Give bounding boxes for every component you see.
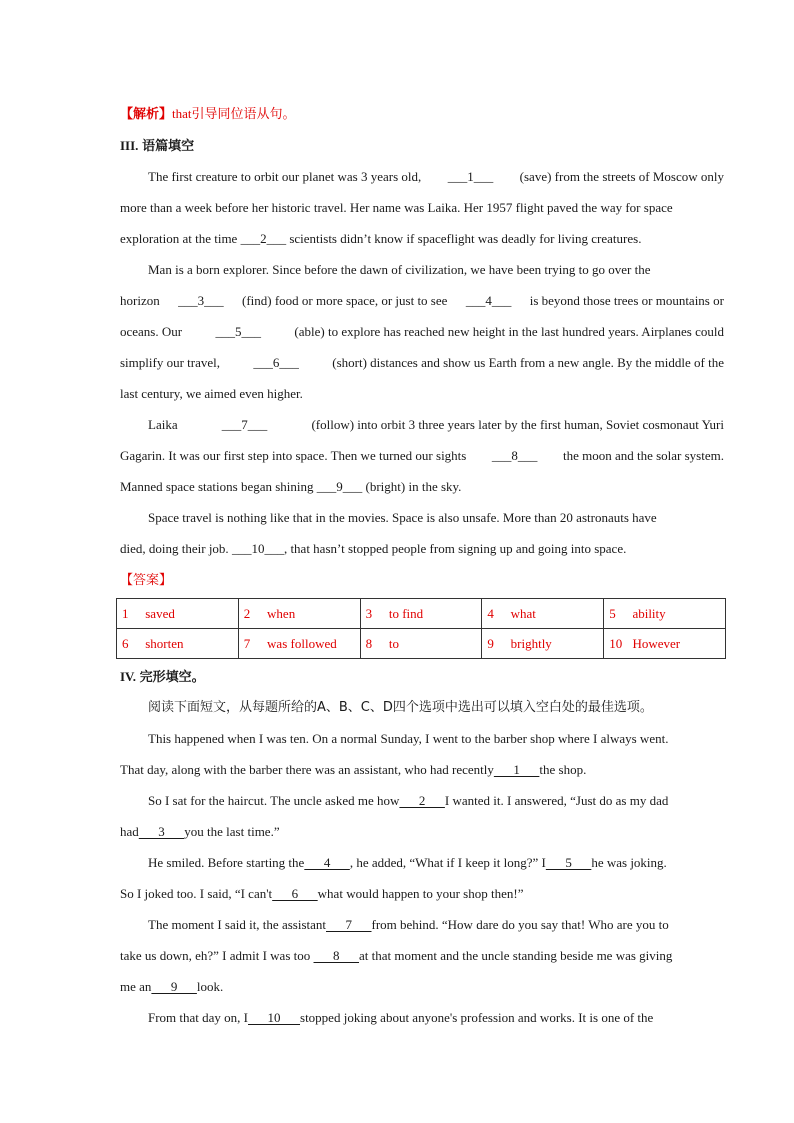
s4-p3-line-1: [120, 847, 724, 878]
answer-number: 9: [487, 635, 494, 651]
answer-tag: 【答案】: [120, 573, 173, 588]
text-segment: from behind. “How dare do you say that! Who are you to: [371, 917, 669, 932]
text-segment: Gagarin. It was our first step into space. Then we turned our sights: [120, 448, 467, 463]
answer-value: to find: [388, 605, 424, 621]
answer-number: 2: [243, 605, 251, 621]
answer-cell: [360, 599, 482, 629]
s4-p4-line-2: [120, 940, 724, 971]
blank-2: 2: [399, 793, 445, 808]
answer-number: 7: [243, 635, 251, 651]
text-segment: me an: [120, 979, 152, 994]
answer-cell: [117, 599, 239, 629]
blank-10: 10: [248, 1010, 301, 1025]
s4-p4-line-1: [120, 909, 724, 940]
section-4-heading: [120, 661, 724, 692]
answer-cell: [604, 629, 726, 659]
s3-p2-line-1: [120, 254, 724, 285]
blank-1: ___1___: [447, 169, 494, 184]
answer-number: 8: [365, 635, 373, 651]
text-segment: the shop.: [539, 762, 587, 777]
text-segment: more than a week before her historic travel. Her name was Laika. Her 1957 flight paved the way for space: [120, 200, 673, 215]
blank-2: ___2___: [240, 231, 287, 246]
text-segment: He smiled. Before starting the: [148, 855, 305, 870]
text-segment: (find) food or more space, or just to see: [242, 293, 448, 308]
blank-4: 4: [304, 855, 350, 870]
blank-7: ___7___: [221, 417, 268, 432]
text-segment: scientists didn’t know if spaceflight was deadly for living creatures.: [289, 231, 642, 246]
s3-p2-line-2: [120, 285, 724, 316]
answer-value: ability: [632, 605, 666, 621]
text-segment: Space travel is nothing like that in the movies. Space is also unsafe. More than 20 astronauts have: [148, 510, 657, 525]
analysis-tag: 【解析】: [120, 107, 173, 122]
answer-cell: [238, 599, 360, 629]
text-segment: The moment I said it, the assistant: [148, 917, 326, 932]
text-segment: stopped joking about anyone's profession and works. It is one of the: [300, 1010, 654, 1025]
blank-6: ___6___: [253, 355, 299, 370]
blank-1: 1: [493, 762, 540, 777]
answer-value: saved: [145, 605, 175, 621]
blank-3: 3: [138, 824, 185, 839]
table-row: [117, 629, 726, 659]
s4-instruction: 阅读下面短文，从每题所给的A、B、C、D四个选项中选出可以填入空白处的最佳选项。: [148, 700, 653, 715]
s3-p2-line-5: [120, 378, 724, 409]
text-segment: take us down, eh?” I admit I was too: [120, 948, 311, 963]
text-segment: Man is a born explorer. Since before the dawn of civilization, we have been trying to go over the: [148, 262, 651, 277]
answer-number: 4: [487, 605, 494, 621]
blank-8: ___8___: [491, 448, 538, 463]
s3-p1-line-3: [120, 223, 724, 254]
text-segment: what would happen to your shop then!”: [317, 886, 524, 901]
text-segment: Manned space stations began shining: [120, 479, 314, 494]
text-segment: last century, we aimed even higher.: [120, 386, 303, 401]
analysis-line: [120, 98, 724, 130]
text-segment: That day, along with the barber there was an assistant, who had recently: [120, 762, 494, 777]
text-segment: Laika: [148, 417, 178, 432]
section-4-title: 完形填空。: [139, 669, 205, 684]
text-segment: the moon and the solar system.: [562, 448, 724, 463]
s4-p2-line-2: [120, 816, 724, 847]
blank-4: ___4___: [465, 293, 512, 308]
text-segment: simplify our travel,: [120, 355, 221, 370]
answer-line: [120, 564, 724, 596]
blank-5: 5: [545, 855, 592, 870]
answer-table: [116, 598, 726, 659]
text-segment: you the last time.”: [184, 824, 280, 839]
text-segment: at that moment and the uncle standing beside me was giving: [359, 948, 673, 963]
text-segment: horizon: [120, 293, 160, 308]
s4-p2-line-1: [120, 785, 724, 816]
blank-8: 8: [313, 948, 360, 963]
s3-p3-line-3: [120, 471, 724, 502]
s4-p1-line-2: [120, 754, 724, 785]
text-segment: (able) to explore has reached new height in the last hundred years. Airplanes could: [294, 324, 724, 339]
text-segment: I wanted it. I answered, “Just do as my dad: [444, 793, 669, 808]
answer-number: 10: [609, 635, 623, 651]
answer-number: 5: [609, 605, 616, 621]
blank-3: ___3___: [178, 293, 224, 308]
blank-7: 7: [326, 917, 372, 932]
text-segment: (follow) into orbit 3 three years later by the first human, Soviet cosmonaut Yuri: [311, 417, 724, 432]
s4-p3-line-2: [120, 878, 724, 909]
text-segment: died, doing their job.: [120, 541, 229, 556]
text-segment: So I joked too. I said, “I can't: [120, 886, 273, 901]
blank-9: ___9___: [316, 479, 363, 494]
blank-9: 9: [151, 979, 197, 994]
answer-cell: [238, 629, 360, 659]
s3-p1-line-1: [120, 161, 724, 192]
document-page: [120, 98, 724, 1033]
answer-value: shorten: [145, 635, 184, 651]
answer-cell: [604, 599, 726, 629]
blank-6: 6: [272, 886, 318, 901]
section-4-number: IV.: [120, 669, 137, 684]
text-segment: (bright) in the sky.: [365, 479, 462, 494]
answer-value: what: [510, 605, 536, 621]
section-3-heading: [120, 130, 724, 161]
s4-p1-line-1: [120, 723, 724, 754]
s3-p4-line-1: [120, 502, 724, 533]
s3-p2-line-3: [120, 316, 724, 347]
answer-cell: [482, 599, 604, 629]
answer-value: when: [267, 605, 296, 621]
blank-10: ___10___: [231, 541, 284, 556]
text-segment: This happened when I was ten. On a normal Sunday, I went to the barber shop where I always went.: [148, 731, 669, 746]
text-segment: , he added, “What if I keep it long?” I: [349, 855, 546, 870]
answer-value: However: [632, 635, 681, 651]
s4-p5-line-1: [120, 1002, 724, 1033]
text-segment: (short) distances and show us Earth from a new angle. By the middle of the: [332, 355, 724, 370]
answer-cell: [482, 629, 604, 659]
text-segment: exploration at the time: [120, 231, 238, 246]
text-segment: So I sat for the haircut. The uncle asked me how: [148, 793, 400, 808]
text-segment: look.: [196, 979, 224, 994]
text-segment: From that day on, I: [148, 1010, 249, 1025]
text-segment: oceans. Our: [120, 324, 183, 339]
text-segment: The first creature to orbit our planet was 3 years old,: [148, 169, 422, 184]
analysis-text: that引导同位语从句。: [172, 106, 296, 121]
text-segment: he was joking.: [591, 855, 667, 870]
text-segment: , that hasn’t stopped people from signing up and going into space.: [283, 541, 627, 556]
s3-p1-line-2: [120, 192, 724, 223]
s3-p3-line-2: [120, 440, 724, 471]
section-3-number: III.: [120, 138, 139, 153]
answer-cell: [117, 629, 239, 659]
answer-cell: [360, 629, 482, 659]
s4-p4-line-3: [120, 971, 724, 1002]
answer-number: 6: [122, 635, 129, 651]
blank-5: ___5___: [215, 324, 261, 339]
answer-value: to: [388, 635, 399, 651]
text-segment: is beyond those trees or mountains or: [529, 293, 724, 308]
table-row: [117, 599, 726, 629]
text-segment: (save) from the streets of Moscow only: [519, 169, 724, 184]
s3-p2-line-4: [120, 347, 724, 378]
answer-number: 3: [365, 605, 373, 621]
text-segment: had: [120, 824, 139, 839]
s3-p4-line-2: [120, 533, 724, 564]
answer-value: brightly: [510, 635, 552, 651]
s3-p3-line-1: [120, 409, 724, 440]
answer-value: was followed: [267, 635, 337, 651]
answer-number: 1: [122, 605, 129, 621]
section-3-title: 语篇填空: [142, 138, 195, 153]
